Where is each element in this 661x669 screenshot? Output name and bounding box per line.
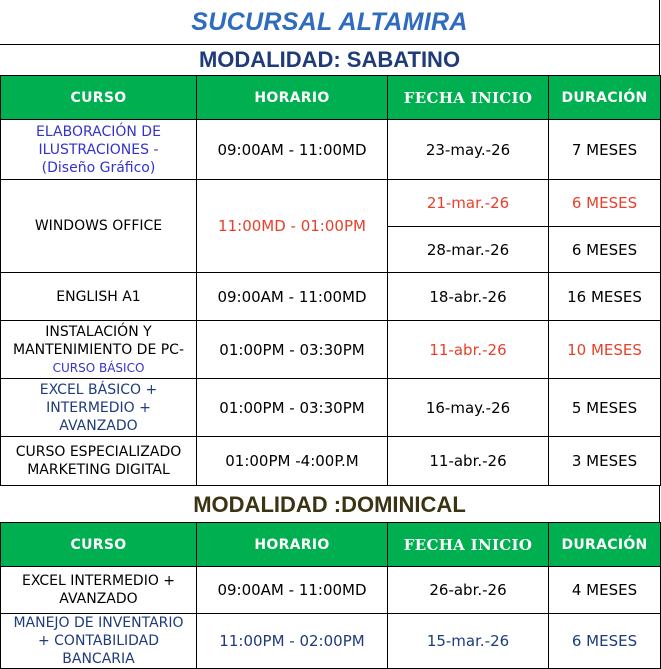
- sabatino-header-row: [1, 76, 661, 120]
- dominical-table: [0, 522, 661, 669]
- start-date-cell: 28-mar.-26: [388, 227, 549, 273]
- dominical-heading: MODALIDAD :DOMINICAL: [193, 491, 466, 517]
- duration-cell: 10 MESES: [549, 321, 661, 379]
- duration-cell: 3 MESES: [549, 437, 661, 486]
- col-horario: HORARIO: [197, 76, 388, 120]
- sabatino-heading: MODALIDAD: SABATINO: [198, 47, 461, 72]
- course-cell: EXCEL INTERMEDIO + AVANZADO: [1, 567, 197, 614]
- schedule-cell: 01:00PM -4:00P.M: [197, 437, 388, 486]
- table-row: [1, 567, 661, 614]
- course-cell: WINDOWS OFFICE: [1, 180, 197, 273]
- schedule-cell: 11:00MD - 01:00PM: [197, 180, 388, 273]
- dominical-header-row: [1, 523, 661, 567]
- table-row: [1, 273, 661, 321]
- table-row: [1, 120, 661, 180]
- col-duracion: DURACIÓN: [549, 523, 661, 567]
- sabatino-heading-row: [0, 45, 660, 75]
- schedule-cell: 09:00AM - 11:00MD: [197, 120, 388, 180]
- col-fecha-inicio: FECHA INICIO: [388, 523, 549, 567]
- col-fecha-inicio: FECHA INICIO: [388, 76, 549, 120]
- col-curso: CURSO: [1, 523, 197, 567]
- table-row: [1, 180, 661, 227]
- start-date-cell: 26-abr.-26: [388, 567, 549, 614]
- table-row: [1, 321, 661, 379]
- schedule-cell: 11:00PM - 02:00PM: [197, 614, 388, 669]
- sabatino-table: [0, 75, 661, 486]
- table-row: [1, 614, 661, 669]
- duration-cell: 4 MESES: [549, 567, 661, 614]
- course-cell: CURSO ESPECIALIZADO MARKETING DIGITAL: [1, 437, 197, 486]
- course-cell: INSTALACIÓN Y MANTENIMIENTO DE PC- CURSO BÁSICO: [1, 321, 197, 379]
- course-cell: ELABORACIÓN DE ILUSTRACIONES - (Diseño Gráfico): [1, 120, 197, 180]
- duration-cell: 6 MESES: [549, 227, 661, 273]
- col-duracion: DURACIÓN: [549, 76, 661, 120]
- title-row: [0, 0, 660, 45]
- schedule-cell: 09:00AM - 11:00MD: [197, 273, 388, 321]
- start-date-cell: 16-may.-26: [388, 379, 549, 437]
- branch-title: SUCURSAL ALTAMIRA: [191, 7, 468, 36]
- col-curso: CURSO: [1, 76, 197, 120]
- start-date-cell: 15-mar.-26: [388, 614, 549, 669]
- start-date-cell: 21-mar.-26: [388, 180, 549, 227]
- start-date-cell: 23-may.-26: [388, 120, 549, 180]
- course-cell: ENGLISH A1: [1, 273, 197, 321]
- schedule-cell: 01:00PM - 03:30PM: [197, 379, 388, 437]
- start-date-cell: 11-abr.-26: [388, 321, 549, 379]
- table-row: [1, 379, 661, 437]
- dominical-heading-row: [0, 486, 660, 523]
- schedule-cell: 01:00PM - 03:30PM: [197, 321, 388, 379]
- col-horario: HORARIO: [197, 523, 388, 567]
- duration-cell: 7 MESES: [549, 120, 661, 180]
- schedule-cell: 09:00AM - 11:00MD: [197, 567, 388, 614]
- table-row: [1, 437, 661, 486]
- duration-cell: 6 MESES: [549, 614, 661, 669]
- course-cell: EXCEL BÁSICO + INTERMEDIO + AVANZADO: [1, 379, 197, 437]
- duration-cell: 6 MESES: [549, 180, 661, 227]
- start-date-cell: 18-abr.-26: [388, 273, 549, 321]
- duration-cell: 16 MESES: [549, 273, 661, 321]
- start-date-cell: 11-abr.-26: [388, 437, 549, 486]
- course-cell: MANEJO DE INVENTARIO + CONTABILIDAD BANCARIA: [1, 614, 197, 669]
- duration-cell: 5 MESES: [549, 379, 661, 437]
